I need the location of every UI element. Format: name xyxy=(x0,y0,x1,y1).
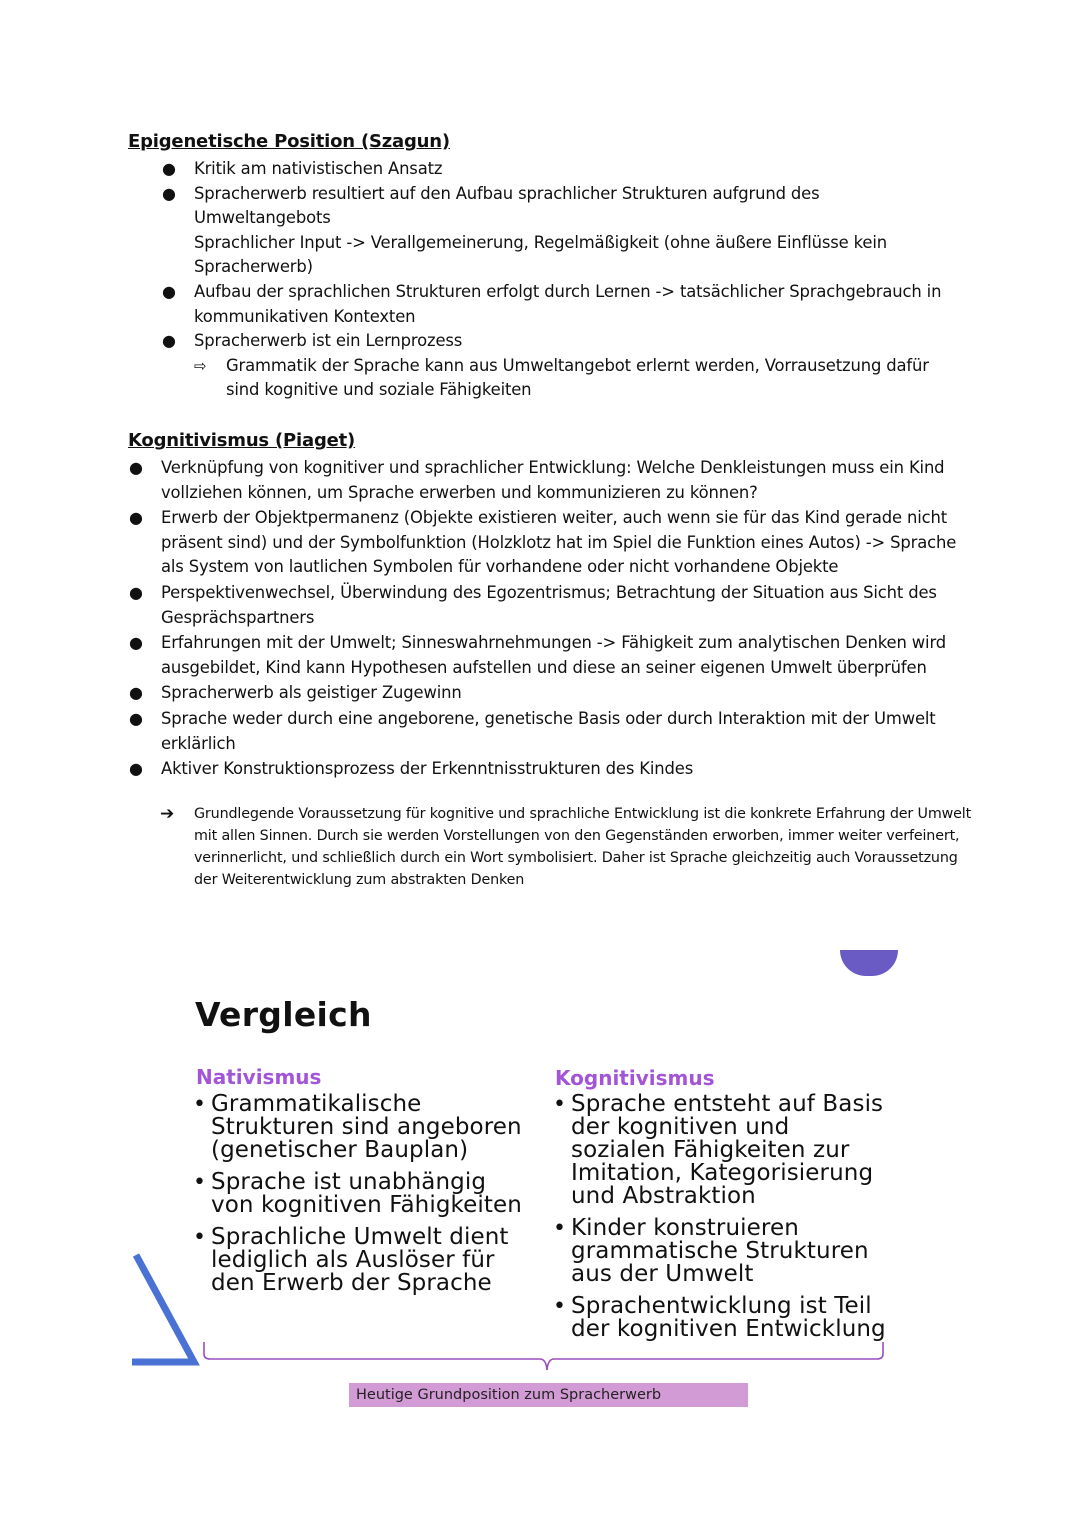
bullet-icon: • xyxy=(553,1294,567,1319)
hollow-arrow-icon: ⇨ xyxy=(194,356,207,375)
list-item: ● Aufbau der sprachlichen Strukturen erfolgt durch Lernen -> tatsächlicher Sprachgebrauch in kommunikativen Kontexten xyxy=(162,281,942,326)
list-item: ● Erwerb der Objektpermanenz (Objekte existieren weiter, auch wenn sie für das Kind gerade nicht präsent sind) und der Symbolfunktion (Holzklotz hat im Spiel die Funktion eines Autos) -> Sprache als System von lautlichen Symbolen für vorhandene oder nicht vorhandene Objekte xyxy=(129,508,957,577)
curly-brace-decoration xyxy=(200,1338,890,1382)
bullet-icon: ● xyxy=(162,331,176,351)
footer-label: Heutige Grundposition zum Spracherwerb xyxy=(349,1383,748,1407)
kognitivismus-compare-list xyxy=(553,1091,891,1350)
list-item: • Grammatikalische Strukturen sind angeboren (genetischer Bauplan) xyxy=(193,1091,522,1163)
list-item: • Sprache entsteht auf Basis der kognitiven und sozialen Fähigkeiten zur Imitation, Kategorisierung und Abstraktion xyxy=(553,1091,884,1209)
list-item: ● Spracherwerb als geistiger Zugewinn xyxy=(161,681,961,706)
bullet-icon: • xyxy=(553,1092,567,1117)
bullet-icon: ● xyxy=(129,708,143,728)
list-item: ● Erfahrungen mit der Umwelt; Sinneswahrnehmungen -> Fähigkeit zum analytischen Denken wird ausgebildet, Kind kann Hypothesen aufstellen und diese an seiner eigenen Umwelt überprüfen xyxy=(129,633,946,677)
list-item: ● Kritik am nativistischen Ansatz xyxy=(194,157,964,182)
arrow-right-icon: ➔ xyxy=(160,804,175,824)
triangle-decoration xyxy=(128,1245,208,1370)
bullet-icon: • xyxy=(193,1092,207,1117)
list-item: ● Perspektivenwechsel, Überwindung des Egozentrismus; Betrachtung der Situation aus Sicht des Gesprächspartners xyxy=(129,582,937,627)
bullet-icon: • xyxy=(553,1216,567,1241)
conclusion-text: ➔ Grundlegende Voraussetzung für kognitive und sprachliche Entwicklung ist die konkrete Erfahrung der Umwelt mit allen Sinnen. Durch sie werden Vorstellungen von den Gegenständen erworben, immer weiter verfeinert, verinnerlicht, und schließlich durch ein Wort symbolisiert. Daher ist Sprache gleichzeitig auch Voraussetzung der Weiterentwicklung zum abstrakten Denken xyxy=(160,804,972,888)
half-circle-decoration xyxy=(840,950,898,976)
nativismus-list xyxy=(193,1091,531,1304)
bullet-icon: ● xyxy=(162,159,176,178)
bullet-icon: ● xyxy=(129,582,143,602)
sub-list-item: ⇨ Grammatik der Sprache kann aus Umweltangebot erlernt werden, Vorrausetzung dafür sind kognitive und soziale Fähigkeiten xyxy=(194,355,929,400)
epigenetic-list xyxy=(162,157,964,403)
vergleich-title: Vergleich xyxy=(195,995,372,1034)
list-item: ● Aktiver Konstruktionsprozess der Erkenntnisstrukturen des Kindes xyxy=(161,757,961,782)
list-item: • Kinder konstruieren grammatische Strukturen aus der Umwelt xyxy=(553,1215,869,1287)
bullet-icon: ● xyxy=(129,508,143,528)
list-item: ● Verknüpfung von kognitiver und sprachlicher Entwicklung: Welche Denkleistungen muss ein Kind vollziehen können, um Sprache erwerben und kommunizieren zu können? xyxy=(129,458,945,502)
list-item: ● Sprache weder durch eine angeborene, genetische Basis oder durch Interaktion mit der Umwelt erklärlich xyxy=(129,708,936,753)
kognitivismus-heading: Kognitivismus xyxy=(555,1066,715,1090)
bullet-icon: ● xyxy=(162,281,176,301)
list-item: ● Spracherwerb ist ein Lernprozess xyxy=(194,329,964,354)
bullet-icon: • xyxy=(193,1225,207,1250)
nativismus-heading: Nativismus xyxy=(196,1065,322,1089)
section-title-kognitivismus: Kognitivismus (Piaget) xyxy=(128,430,356,451)
list-item: • Sprachliche Umwelt dient lediglich als Auslöser für den Erwerb der Sprache xyxy=(193,1224,509,1296)
list-item: • Sprachentwicklung ist Teil der kognitiven Entwicklung xyxy=(553,1293,886,1342)
list-item-continuation: Sprachlicher Input -> Verallgemeinerung, Regelmäßigkeit (ohne äußere Einflüsse kein Spracherwerb) xyxy=(194,232,887,277)
list-item: ● Spracherwerb resultiert auf den Aufbau sprachlicher Strukturen aufgrund des Umweltangebots xyxy=(162,183,820,228)
bullet-icon: ● xyxy=(162,183,176,203)
section-title-epigenetic: Epigenetische Position (Szagun) xyxy=(128,131,450,152)
bullet-icon: ● xyxy=(129,633,143,653)
kognitivismus-list xyxy=(129,456,961,782)
list-item: • Sprache ist unabhängig von kognitiven Fähigkeiten xyxy=(193,1169,522,1218)
bullet-icon: ● xyxy=(129,458,143,477)
bullet-icon: ● xyxy=(129,683,143,703)
bullet-icon: • xyxy=(193,1170,207,1195)
bullet-icon: ● xyxy=(129,759,143,779)
